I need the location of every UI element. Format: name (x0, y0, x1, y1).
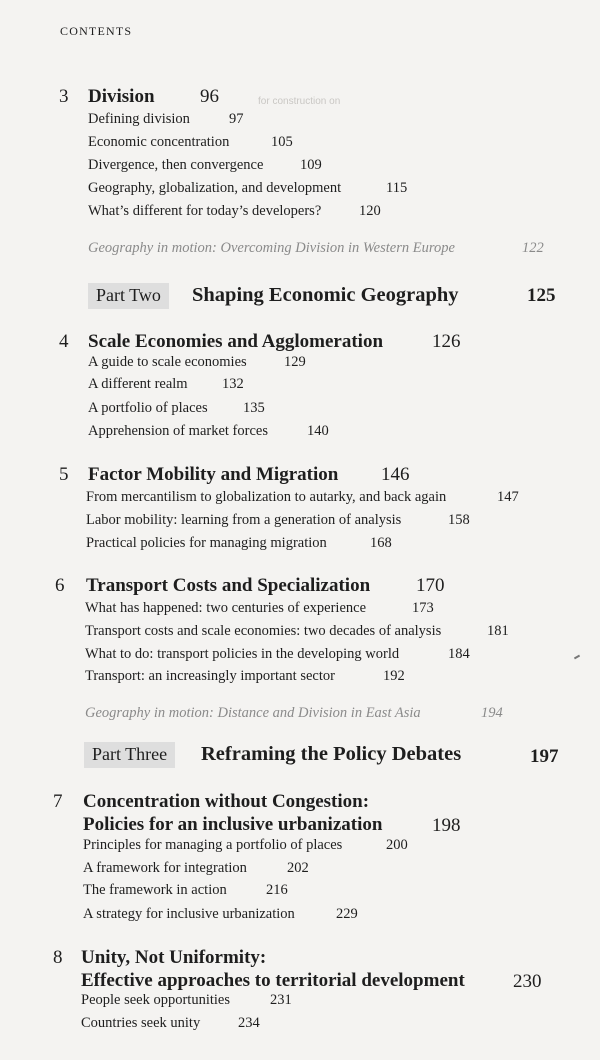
section-page: 147 (497, 489, 519, 505)
section-title[interactable]: Economic concentration (88, 134, 230, 150)
section-page: 168 (370, 535, 392, 551)
section-page: 216 (266, 882, 288, 898)
bleed-through-text: for construction on (258, 96, 341, 107)
chapter-8-title-line2[interactable]: Effective approaches to territorial development (81, 970, 465, 991)
geography-in-motion-title[interactable]: Geography in motion: Overcoming Division in Western Europe (88, 240, 455, 256)
section-title[interactable]: Principles for managing a portfolio of places (83, 837, 343, 853)
part-two-title[interactable]: Shaping Economic Geography (192, 284, 459, 306)
section-page: 105 (271, 134, 293, 150)
section-title[interactable]: A portfolio of places (88, 400, 208, 416)
chapter-8-title-line1[interactable]: Unity, Not Uniformity: (81, 947, 267, 968)
section-title[interactable]: A different realm (88, 376, 188, 392)
section-page: 132 (222, 376, 244, 392)
section-page: 135 (243, 400, 265, 416)
chapter-3-page: 96 (200, 86, 219, 107)
chapter-5-number: 5 (59, 464, 69, 485)
section-title[interactable]: Labor mobility: learning from a generation of analysis (86, 512, 402, 528)
section-page: 202 (287, 860, 309, 876)
part-three-page: 197 (530, 746, 559, 767)
section-title[interactable]: Apprehension of market forces (88, 423, 268, 439)
section-page: 231 (270, 992, 292, 1008)
section-page: 234 (238, 1015, 260, 1031)
section-title[interactable]: Geography, globalization, and development (88, 180, 342, 196)
section-page: 129 (284, 354, 306, 370)
chapter-7-page: 198 (432, 815, 461, 836)
section-title[interactable]: People seek opportunities (81, 992, 231, 1008)
section-title[interactable]: What’s different for today’s developers? (88, 203, 322, 219)
chapter-7-title-line2[interactable]: Policies for an inclusive urbanization (83, 814, 383, 835)
chapter-6-title[interactable]: Transport Costs and Specialization (86, 575, 371, 596)
section-title[interactable]: Practical policies for managing migration (86, 535, 327, 551)
chapter-4-number: 4 (59, 331, 69, 352)
chapter-7-title-line1[interactable]: Concentration without Congestion: (83, 791, 370, 812)
chapter-5-page: 146 (381, 464, 410, 485)
section-title[interactable]: A guide to scale economies (88, 354, 247, 370)
geography-in-motion-title[interactable]: Geography in motion: Distance and Division in East Asia (85, 705, 421, 721)
section-page: 200 (386, 837, 408, 853)
section-page: 192 (383, 668, 405, 684)
part-two-page: 125 (527, 285, 556, 306)
section-page: 173 (412, 600, 434, 616)
chapter-7-number: 7 (53, 791, 63, 812)
page-header: CONTENTS (60, 24, 133, 38)
stray-mark (574, 655, 580, 660)
chapter-4-title[interactable]: Scale Economies and Agglomeration (88, 331, 384, 352)
chapter-6-number: 6 (55, 575, 65, 596)
section-title[interactable]: Transport costs and scale economies: two decades of analysis (85, 623, 442, 639)
section-title[interactable]: What to do: transport policies in the developing world (85, 646, 400, 662)
part-three-title[interactable]: Reframing the Policy Debates (201, 743, 462, 765)
chapter-8-page: 230 (513, 971, 542, 992)
section-title[interactable]: A strategy for inclusive urbanization (83, 906, 295, 922)
chapter-6-page: 170 (416, 575, 445, 596)
section-page: 115 (386, 180, 408, 196)
geography-in-motion-page: 122 (522, 240, 544, 256)
section-title[interactable]: Divergence, then convergence (88, 157, 264, 173)
section-title[interactable]: Transport: an increasingly important sector (85, 668, 335, 684)
section-title[interactable]: A framework for integration (83, 860, 247, 876)
section-title[interactable]: From mercantilism to globalization to autarky, and back again (86, 489, 447, 505)
chapter-3-number: 3 (59, 86, 69, 107)
section-page: 109 (300, 157, 322, 173)
chapter-5-title[interactable]: Factor Mobility and Migration (88, 464, 339, 485)
section-title[interactable]: What has happened: two centuries of experience (85, 600, 367, 616)
section-title[interactable]: Countries seek unity (81, 1015, 201, 1031)
part-three-label: Part Three (84, 742, 175, 768)
section-page: 120 (359, 203, 381, 219)
geography-in-motion-page: 194 (481, 705, 503, 721)
chapter-4-page: 126 (432, 331, 461, 352)
chapter-3-title[interactable]: Division (88, 86, 155, 107)
section-page: 158 (448, 512, 470, 528)
section-page: 229 (336, 906, 358, 922)
part-two-label: Part Two (88, 283, 169, 309)
section-page: 97 (229, 111, 244, 127)
section-title[interactable]: The framework in action (83, 882, 227, 898)
section-page: 181 (487, 623, 509, 639)
section-title[interactable]: Defining division (88, 111, 190, 127)
section-page: 184 (448, 646, 470, 662)
chapter-8-number: 8 (53, 947, 63, 968)
section-page: 140 (307, 423, 329, 439)
